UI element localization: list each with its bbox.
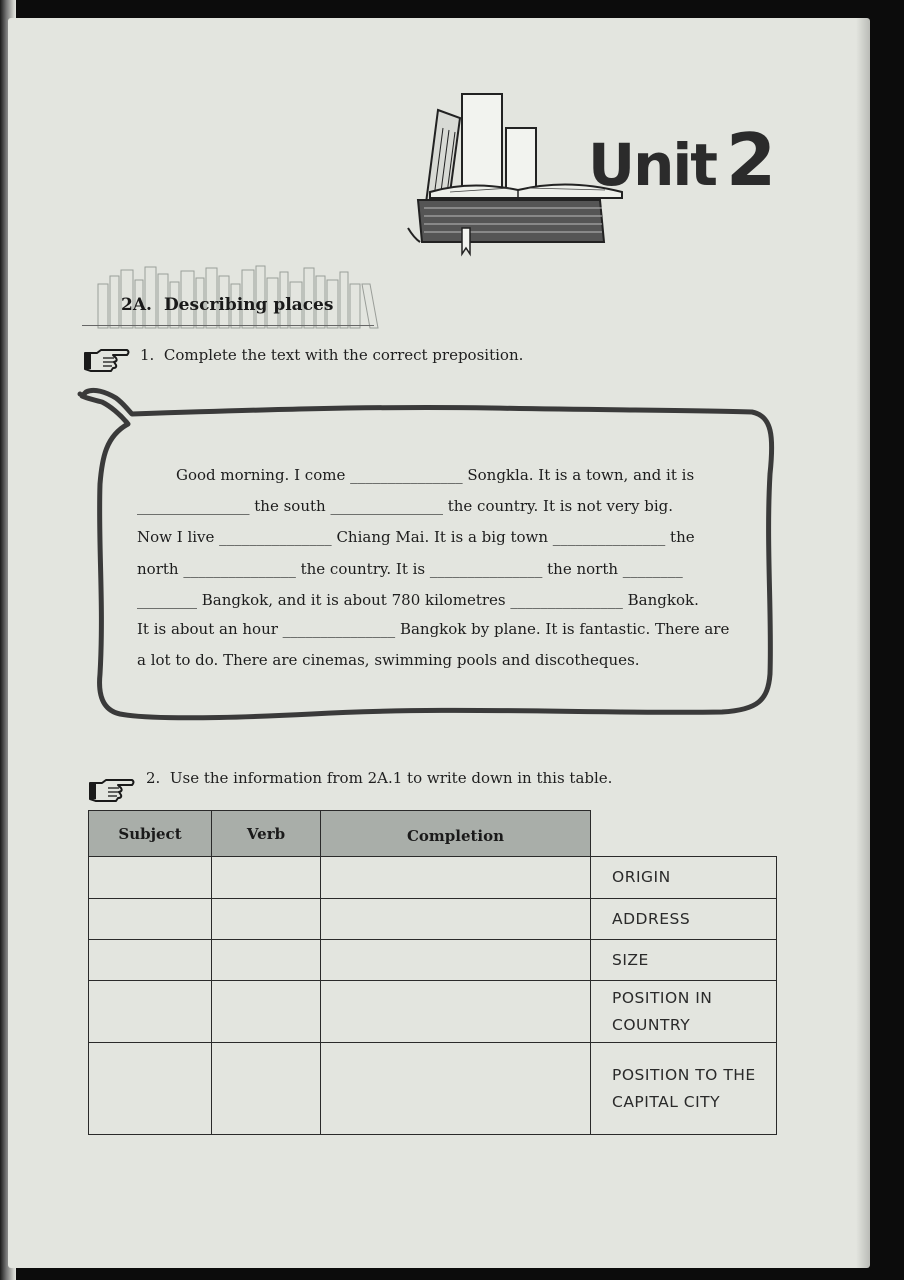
speech-bubble [72, 384, 782, 724]
table-row [89, 1043, 777, 1135]
unit-title [588, 118, 776, 202]
subject-cell[interactable] [89, 899, 212, 940]
verb-cell[interactable] [212, 1043, 321, 1135]
table-row [89, 857, 777, 899]
header-completion: Completion [321, 811, 591, 857]
passage-line: It is about an hour _______________ Bangkok by plane. It is fantastic. There are [137, 620, 730, 638]
table-row [89, 899, 777, 940]
subject-cell[interactable] [89, 940, 212, 981]
exercise-1-text: Complete the text with the correct preposition. [163, 346, 524, 364]
section-code: 2A. [121, 295, 152, 315]
unit-word: Unit [588, 131, 716, 199]
verb-cell[interactable] [212, 940, 321, 981]
table-row [89, 940, 777, 981]
verb-cell[interactable] [212, 899, 321, 940]
pointing-hand-icon [83, 347, 131, 373]
passage-line: _______________ the south _______________ the country. It is not very big. [137, 497, 674, 515]
row-label-position-in-country: POSITION IN COUNTRY [591, 981, 777, 1043]
pointing-hand-icon [88, 777, 136, 803]
passage-line: ________ Bangkok, and it is about 780 kilometres _______________ Bangkok. [137, 591, 699, 609]
row-label-position-to-capital: POSITION TO THE CAPITAL CITY [591, 1043, 777, 1135]
exercise-1-instruction [140, 346, 523, 364]
exercise-2-instruction [146, 769, 612, 787]
section-underline [82, 325, 374, 326]
row-label-origin: ORIGIN [591, 857, 777, 899]
exercise-2-text: Use the information from 2A.1 to write down in this table. [169, 769, 613, 787]
information-table [88, 810, 777, 1135]
verb-cell[interactable] [212, 857, 321, 899]
passage-line: a lot to do. There are cinemas, swimming pools and discotheques. [137, 651, 640, 669]
section-title: Describing places [163, 295, 334, 315]
completion-cell[interactable] [321, 981, 591, 1043]
verb-cell[interactable] [212, 981, 321, 1043]
header-verb: Verb [212, 811, 321, 857]
subject-cell[interactable] [89, 1043, 212, 1135]
completion-cell[interactable] [321, 857, 591, 899]
section-heading [121, 295, 333, 315]
row-label-size: SIZE [591, 940, 777, 981]
completion-cell[interactable] [321, 899, 591, 940]
passage-line: north _______________ the country. It is _______________ the north ________ [137, 560, 683, 578]
row-label-address: ADDRESS [591, 899, 777, 940]
exercise-1-number: 1. [140, 346, 155, 364]
passage-line: Now I live _______________ Chiang Mai. It is a big town _______________ the [137, 528, 695, 546]
unit-number: 2 [726, 118, 777, 202]
subject-cell[interactable] [89, 981, 212, 1043]
passage-line: Good morning. I come _______________ Songkla. It is a town, and it is [176, 466, 695, 484]
completion-cell[interactable] [321, 1043, 591, 1135]
table-row [89, 981, 777, 1043]
completion-cell[interactable] [321, 940, 591, 981]
table-header-row [89, 811, 777, 857]
header-subject: Subject [89, 811, 212, 857]
subject-cell[interactable] [89, 857, 212, 899]
page-right-shadow [856, 18, 870, 1268]
exercise-2-number: 2. [146, 769, 161, 787]
